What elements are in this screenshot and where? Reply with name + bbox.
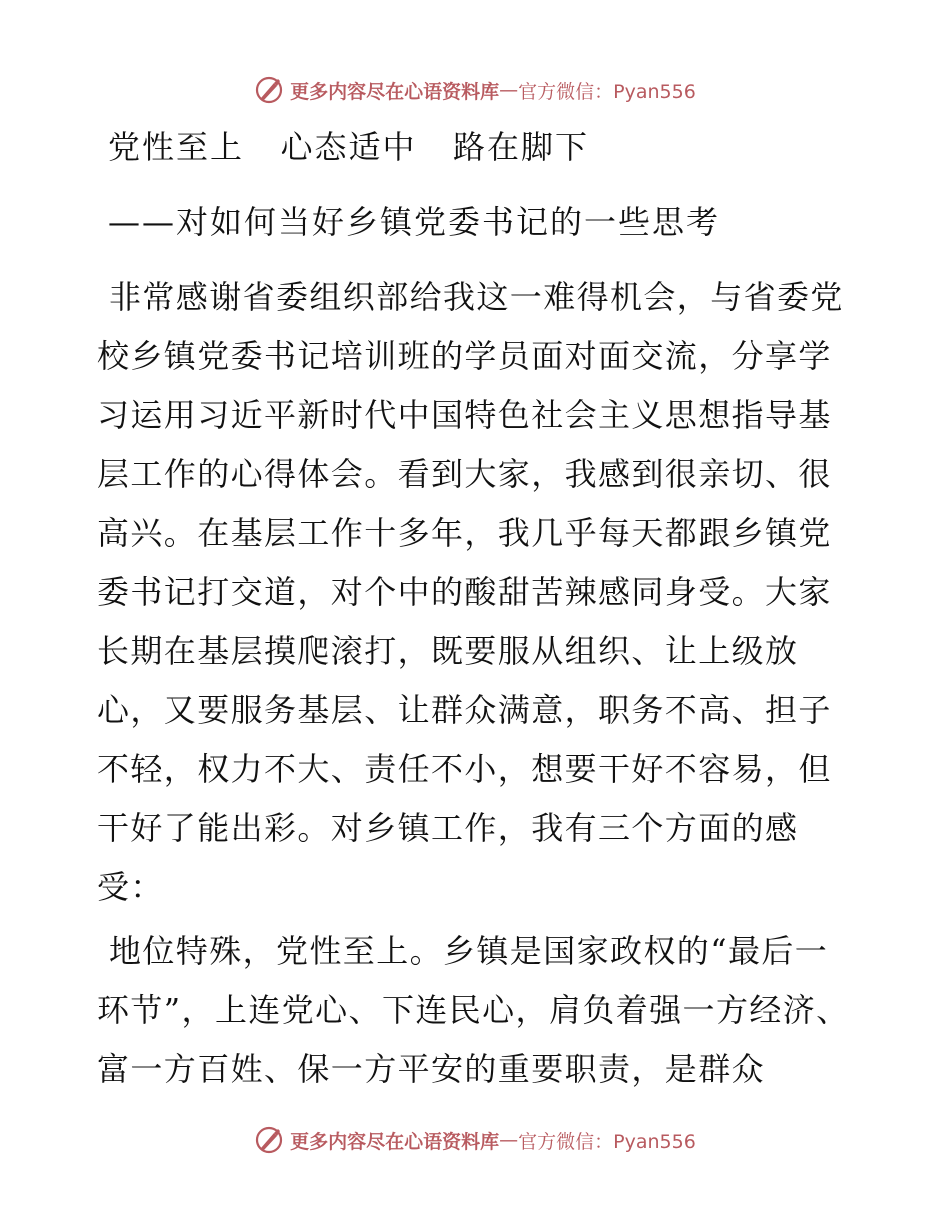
banner-separator: — xyxy=(499,1129,519,1151)
banner-separator: — xyxy=(499,79,519,101)
quill-pen-logo-icon xyxy=(254,75,284,105)
banner-wechat-text: 官方微信：Pyan556 xyxy=(518,1130,696,1153)
footer-watermark-banner xyxy=(0,1120,950,1160)
document-subtitle: ——对如何当好乡镇党委书记的一些思考 xyxy=(108,203,721,241)
banner-site-text: 更多内容尽在心语资料库 xyxy=(290,80,500,103)
body-paragraph-2: 地位特殊，党性至上。乡镇是国家政权的“最后一环节”，上连党心、下连民心，肩负着强一方经济、富一方百姓、保一方平安的重要职责，是群众 xyxy=(97,932,850,1088)
quill-pen-logo-icon xyxy=(254,1125,284,1155)
banner-site-text: 更多内容尽在心语资料库 xyxy=(290,1130,500,1153)
document-title: 党性至上 心态适中 路在脚下 xyxy=(108,128,590,166)
header-watermark-banner xyxy=(0,70,950,110)
body-paragraph-1: 非常感谢省委组织部给我这一难得机会，与省委党校乡镇党委书记培训班的学员面对面交流，分享学习运用习近平新时代中国特色社会主义思想指导基层工作的心得体会。看到大家，我感到很亲切、很高兴。在基层工作十多年，我几乎每天都跟乡镇党委书记打交道，对个中的酸甜苦辣感同身受。大家长期在基层摸爬滚打，既要服从组织、让上级放心，又要服务基层、让群众满意，职务不高、担子不轻，权力不大、责任不小，想要干好不容易，但干好了能出彩。对乡镇工作，我有三个方面的感受： xyxy=(97,278,844,906)
banner-wechat-text: 官方微信：Pyan556 xyxy=(518,80,696,103)
